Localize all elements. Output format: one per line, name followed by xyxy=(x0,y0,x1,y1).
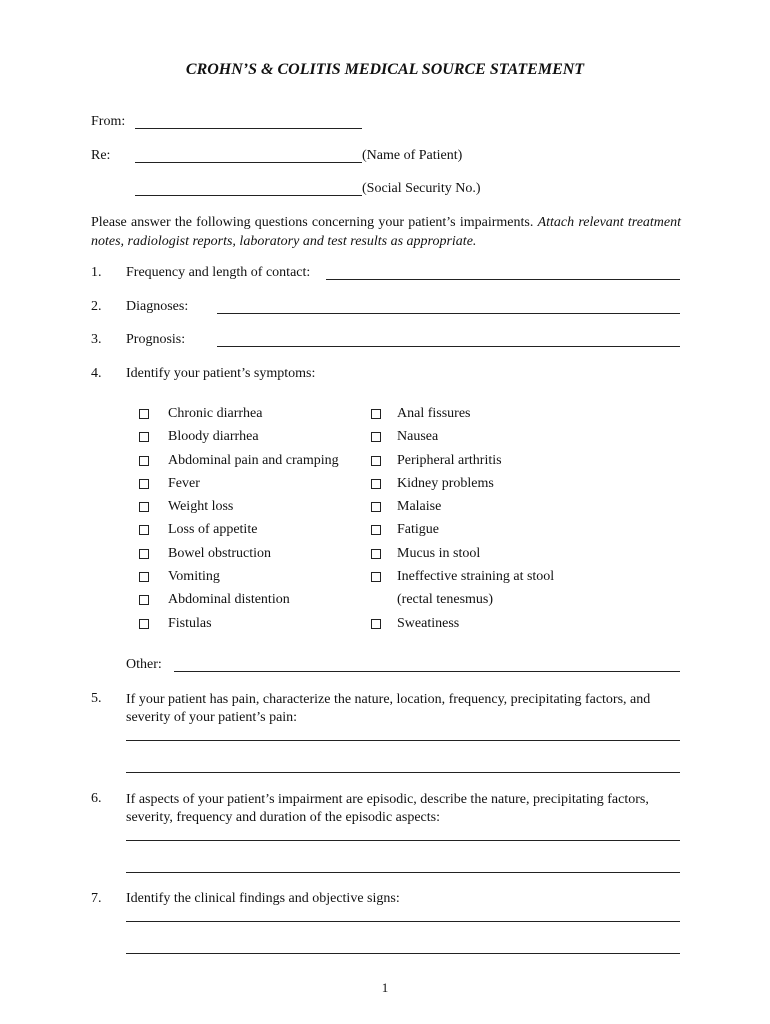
answer-line[interactable] xyxy=(126,921,680,922)
page-title: CROHN’S & COLITIS MEDICAL SOURCE STATEMENT xyxy=(185,61,585,78)
answer-line[interactable] xyxy=(126,740,680,741)
symptom-checkbox[interactable] xyxy=(371,409,381,419)
question-3-number: 3. xyxy=(91,332,102,347)
diagnoses-field[interactable] xyxy=(217,313,680,314)
symptom-checkbox[interactable] xyxy=(139,456,149,466)
patient-name-label: (Name of Patient) xyxy=(362,148,463,163)
symptom-checkbox[interactable] xyxy=(371,525,381,535)
symptom-checkbox[interactable] xyxy=(371,432,381,442)
question-4-number: 4. xyxy=(91,366,102,381)
symptom-label: Weight loss xyxy=(168,499,234,514)
symptom-checkbox[interactable] xyxy=(139,409,149,419)
page-number: 1 xyxy=(381,980,389,995)
answer-line[interactable] xyxy=(126,953,680,954)
symptom-label: Fistulas xyxy=(168,616,212,631)
symptom-checkbox[interactable] xyxy=(139,525,149,535)
symptom-label: Abdominal distention xyxy=(168,592,290,607)
from-field[interactable] xyxy=(135,128,362,129)
symptom-label: Nausea xyxy=(397,429,439,444)
symptom-label: Vomiting xyxy=(168,569,220,584)
prognosis-field[interactable] xyxy=(217,346,680,347)
symptom-label: Kidney problems xyxy=(397,476,494,491)
answer-line[interactable] xyxy=(126,872,680,873)
symptom-label: Fatigue xyxy=(397,522,439,537)
symptom-checkbox[interactable] xyxy=(139,572,149,582)
contact-field[interactable] xyxy=(326,279,680,280)
intro-paragraph xyxy=(91,213,681,251)
symptom-label: Bowel obstruction xyxy=(168,546,272,561)
question-4-text: Identify your patient’s symptoms: xyxy=(126,366,316,381)
symptom-checkbox[interactable] xyxy=(139,432,149,442)
question-1-number: 1. xyxy=(91,265,102,280)
question-5-text: If your patient has pain, characterize the nature, location, frequency, precipitating factors, and severity of your patient’s pain: xyxy=(126,692,651,725)
symptom-checkbox[interactable] xyxy=(371,456,381,466)
question-6-number: 6. xyxy=(91,791,102,806)
symptom-checkbox[interactable] xyxy=(139,502,149,512)
re-label: Re: xyxy=(91,148,111,163)
answer-line[interactable] xyxy=(126,772,680,773)
symptom-label: Abdominal pain and cramping xyxy=(168,453,339,468)
question-5-number: 5. xyxy=(91,691,102,706)
from-label: From: xyxy=(91,114,126,129)
symptom-label: Fever xyxy=(168,476,200,491)
symptom-label-continuation: (rectal tenesmus) xyxy=(397,592,494,607)
symptom-label: Loss of appetite xyxy=(168,522,258,537)
symptom-label: Bloody diarrhea xyxy=(168,429,259,444)
intro-text: Please answer the following questions concerning your patient’s impairments. xyxy=(91,215,534,230)
symptom-checkbox[interactable] xyxy=(139,619,149,629)
question-3-text: Prognosis: xyxy=(126,332,186,347)
other-label: Other: xyxy=(126,657,162,672)
symptom-checkbox[interactable] xyxy=(139,549,149,559)
symptom-checkbox[interactable] xyxy=(371,572,381,582)
symptom-checkbox[interactable] xyxy=(371,502,381,512)
symptom-label: Peripheral arthritis xyxy=(397,453,502,468)
ssn-field[interactable] xyxy=(135,195,362,196)
symptom-label: Sweatiness xyxy=(397,616,460,631)
symptom-checkbox[interactable] xyxy=(371,479,381,489)
ssn-label: (Social Security No.) xyxy=(362,181,481,196)
symptom-label: Malaise xyxy=(397,499,442,514)
symptom-label: Ineffective straining at stool xyxy=(397,569,555,584)
question-6-text: If aspects of your patient’s impairment are episodic, describe the nature, precipitating factors, severity, frequency and duration of the episodic aspects: xyxy=(126,792,649,825)
question-7-text: Identify the clinical findings and objective signs: xyxy=(126,891,400,906)
question-2-number: 2. xyxy=(91,299,102,314)
patient-name-field[interactable] xyxy=(135,162,362,163)
intro-italic-text: Attach relevant treatment notes, radiologist reports, laboratory and test results as appropriate. xyxy=(91,215,682,249)
symptom-checkbox[interactable] xyxy=(371,549,381,559)
symptom-label: Chronic diarrhea xyxy=(168,406,263,421)
question-2-text: Diagnoses: xyxy=(126,299,189,314)
question-1-text: Frequency and length of contact: xyxy=(126,265,311,280)
other-field[interactable] xyxy=(174,671,680,672)
symptom-checkbox[interactable] xyxy=(371,619,381,629)
symptom-checkbox[interactable] xyxy=(139,479,149,489)
symptom-checkbox[interactable] xyxy=(139,595,149,605)
symptom-label: Anal fissures xyxy=(397,406,471,421)
answer-line[interactable] xyxy=(126,840,680,841)
symptom-label: Mucus in stool xyxy=(397,546,481,561)
question-7-number: 7. xyxy=(91,891,102,906)
